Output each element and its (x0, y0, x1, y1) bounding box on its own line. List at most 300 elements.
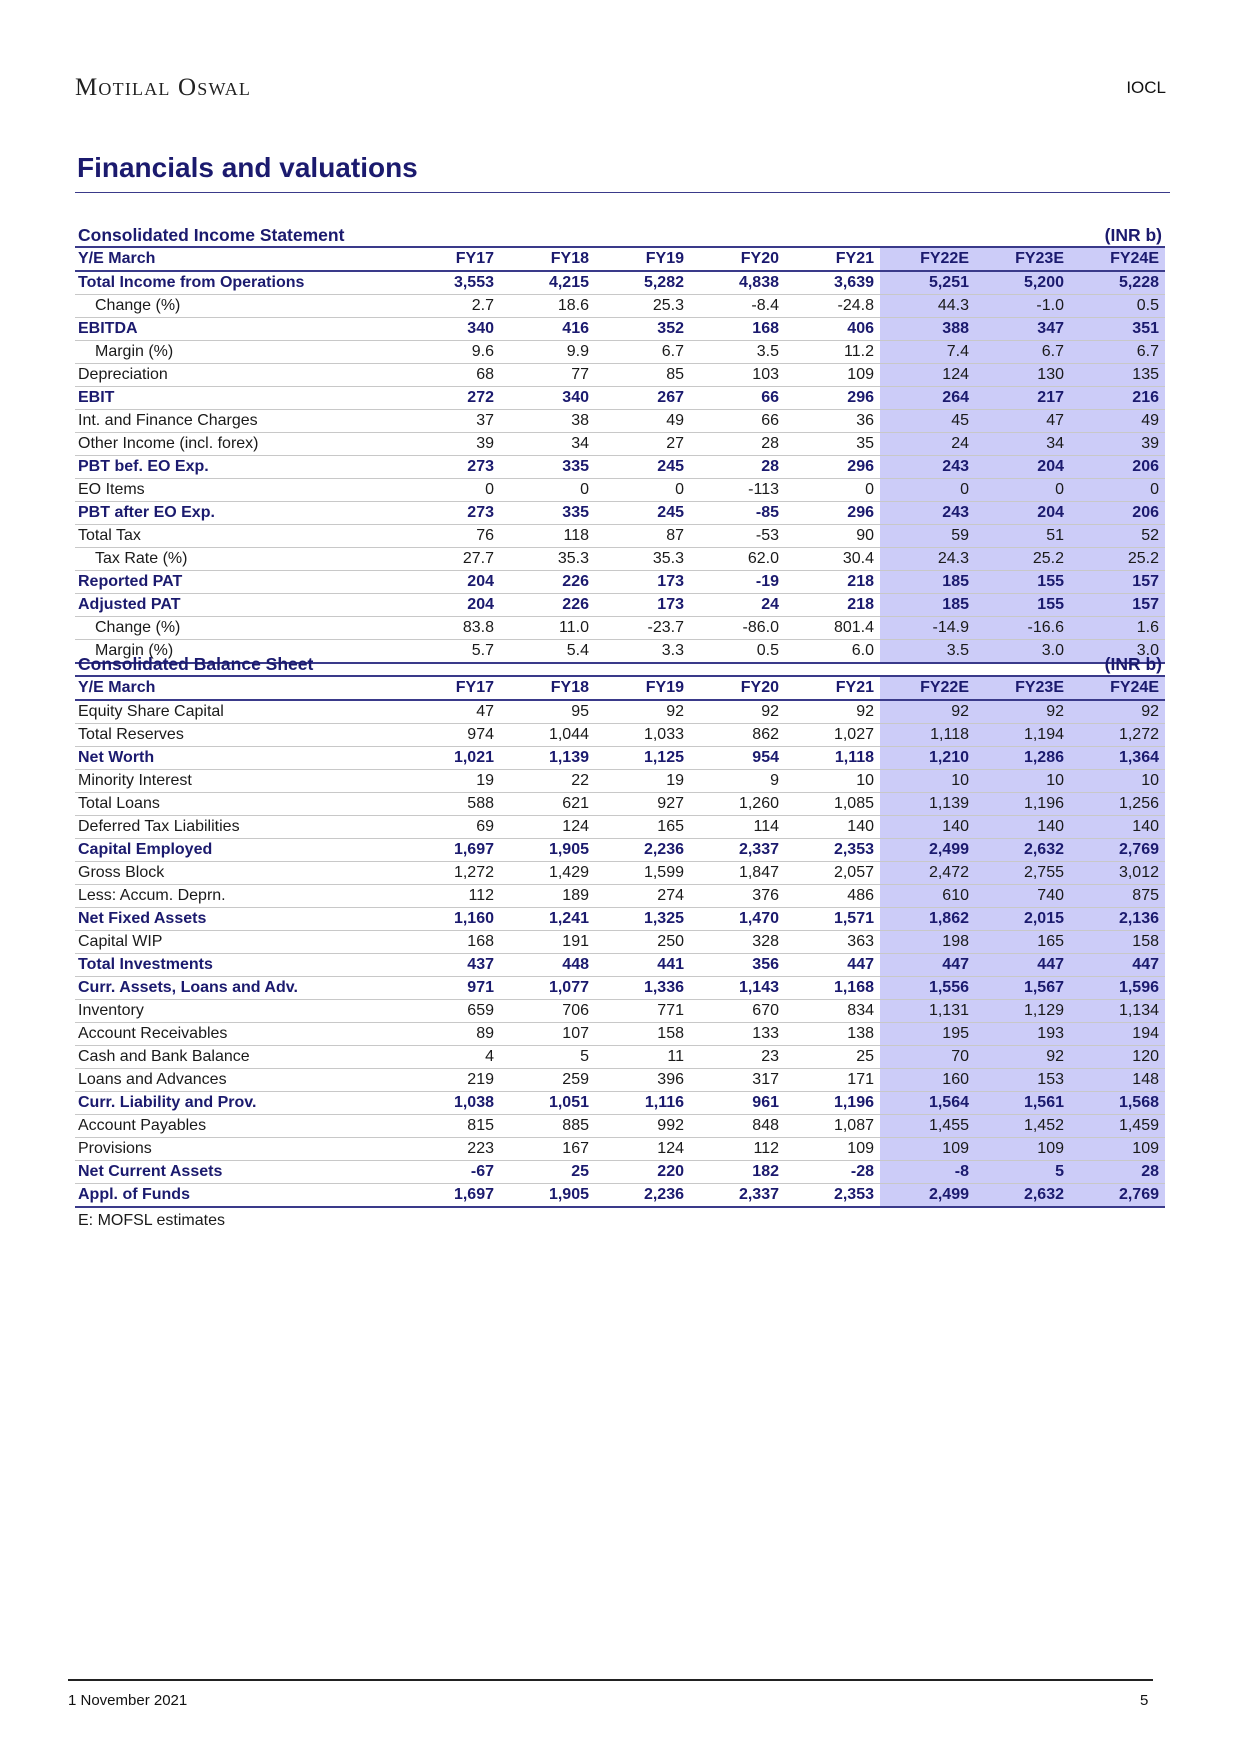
estimate-cell: 59 (880, 525, 975, 548)
estimate-cell: 140 (880, 816, 975, 839)
row-label: Total Tax (75, 525, 405, 548)
estimate-cell: 2,015 (975, 908, 1070, 931)
value-cell: 376 (690, 885, 785, 908)
value-cell: -53 (690, 525, 785, 548)
value-cell: 4,838 (690, 271, 785, 295)
row-label: Inventory (75, 1000, 405, 1023)
column-header: Y/E March (78, 250, 156, 267)
value-cell: 771 (595, 1000, 690, 1023)
row-label: Net Fixed Assets (75, 908, 405, 931)
table-row (75, 456, 1165, 479)
value-cell: 62.0 (690, 548, 785, 571)
value-cell: 659 (405, 1000, 500, 1023)
income-statement-heading (75, 222, 1165, 246)
estimate-cell: 1,118 (880, 724, 975, 747)
estimate-cell: 52 (1070, 525, 1165, 548)
estimate-cell: -8 (880, 1161, 975, 1184)
row-label: Minority Interest (75, 770, 405, 793)
estimate-cell: 49 (1070, 410, 1165, 433)
value-cell: 352 (595, 318, 690, 341)
value-cell: 85 (595, 364, 690, 387)
estimate-cell: 160 (880, 1069, 975, 1092)
brand-logo: Motilal Oswal (75, 74, 252, 101)
value-cell: 4,215 (500, 271, 595, 295)
estimate-cell: 185 (880, 594, 975, 617)
table-header-row (75, 247, 1165, 271)
value-cell: 39 (405, 433, 500, 456)
table-row (75, 977, 1165, 1000)
company-ticker: IOCL (1126, 78, 1166, 97)
table-row (75, 1184, 1165, 1208)
column-header: FY18 (550, 250, 589, 267)
value-cell: 1,033 (595, 724, 690, 747)
row-label: Net Current Assets (75, 1161, 405, 1184)
estimate-cell: 155 (975, 594, 1070, 617)
estimate-cell: 740 (975, 885, 1070, 908)
row-label: Provisions (75, 1138, 405, 1161)
value-cell: 588 (405, 793, 500, 816)
value-cell: 250 (595, 931, 690, 954)
row-label: Deferred Tax Liabilities (75, 816, 405, 839)
value-cell: 3.5 (690, 341, 785, 364)
estimate-cell: 1,568 (1070, 1092, 1165, 1115)
estimate-cell: 1,194 (975, 724, 1070, 747)
value-cell: 92 (595, 700, 690, 724)
estimate-cell: 2,499 (880, 839, 975, 862)
value-cell: 961 (690, 1092, 785, 1115)
estimate-cell: 1,139 (880, 793, 975, 816)
value-cell: 25.3 (595, 295, 690, 318)
table-row (75, 271, 1165, 295)
value-cell: 296 (785, 456, 880, 479)
estimate-cell: 124 (880, 364, 975, 387)
row-label: Cash and Bank Balance (75, 1046, 405, 1069)
estimate-cell: 194 (1070, 1023, 1165, 1046)
value-cell: 1,087 (785, 1115, 880, 1138)
value-cell: 107 (500, 1023, 595, 1046)
value-cell: 0 (500, 479, 595, 502)
estimate-cell: 2,632 (975, 839, 1070, 862)
estimate-cell: 5,251 (880, 271, 975, 295)
balance-sheet-heading (75, 651, 1165, 675)
income-statement-section (75, 222, 1165, 664)
value-cell: 9 (690, 770, 785, 793)
estimate-cell: 217 (975, 387, 1070, 410)
estimate-cell: 1.6 (1070, 617, 1165, 640)
value-cell: 5.4 (500, 640, 595, 664)
value-cell: 226 (500, 594, 595, 617)
row-label: Tax Rate (%) (75, 548, 405, 571)
value-cell: 1,241 (500, 908, 595, 931)
column-header: FY19 (645, 250, 684, 267)
value-cell: 35 (785, 433, 880, 456)
estimate-cell: 34 (975, 433, 1070, 456)
estimate-cell: 3.0 (975, 640, 1070, 664)
value-cell: 1,118 (785, 747, 880, 770)
estimate-cell: -16.6 (975, 617, 1070, 640)
value-cell: 4 (405, 1046, 500, 1069)
value-cell: 2,337 (690, 1184, 785, 1208)
row-label: Change (%) (75, 295, 405, 318)
value-cell: 1,116 (595, 1092, 690, 1115)
value-cell: 5.7 (405, 640, 500, 664)
value-cell: 1,336 (595, 977, 690, 1000)
value-cell: -8.4 (690, 295, 785, 318)
value-cell: 118 (500, 525, 595, 548)
value-cell: 226 (500, 571, 595, 594)
estimate-cell: 447 (975, 954, 1070, 977)
value-cell: 340 (405, 318, 500, 341)
table-row (75, 318, 1165, 341)
value-cell: 1,571 (785, 908, 880, 931)
value-cell: 296 (785, 387, 880, 410)
value-cell: -23.7 (595, 617, 690, 640)
value-cell: 416 (500, 318, 595, 341)
row-label: Total Investments (75, 954, 405, 977)
estimate-cell: 5,228 (1070, 271, 1165, 295)
value-cell: 328 (690, 931, 785, 954)
row-label: Int. and Finance Charges (75, 410, 405, 433)
value-cell: -113 (690, 479, 785, 502)
column-header: FY21 (835, 679, 874, 696)
estimate-cell: 2,632 (975, 1184, 1070, 1208)
estimate-cell: 610 (880, 885, 975, 908)
value-cell: 396 (595, 1069, 690, 1092)
row-label: Account Receivables (75, 1023, 405, 1046)
estimate-cell: 158 (1070, 931, 1165, 954)
value-cell: 77 (500, 364, 595, 387)
estimate-cell: 45 (880, 410, 975, 433)
value-cell: -67 (405, 1161, 500, 1184)
estimate-cell: 1,567 (975, 977, 1070, 1000)
column-header: FY20 (740, 679, 779, 696)
value-cell: 25 (500, 1161, 595, 1184)
row-label: Margin (%) (75, 341, 405, 364)
value-cell: 2,057 (785, 862, 880, 885)
estimate-cell: 2,769 (1070, 1184, 1165, 1208)
column-header: FY17 (455, 250, 494, 267)
value-cell: 24 (690, 594, 785, 617)
estimate-cell: 206 (1070, 456, 1165, 479)
value-cell: 49 (595, 410, 690, 433)
value-cell: 6.0 (785, 640, 880, 664)
table-row (75, 1115, 1165, 1138)
value-cell: 1,697 (405, 1184, 500, 1208)
row-label: EBIT (75, 387, 405, 410)
estimate-cell: 165 (975, 931, 1070, 954)
estimate-cell: 1,455 (880, 1115, 975, 1138)
estimate-cell: 193 (975, 1023, 1070, 1046)
table-row (75, 954, 1165, 977)
value-cell: 204 (405, 571, 500, 594)
page-title: Financials and valuations (77, 152, 418, 183)
value-cell: 168 (690, 318, 785, 341)
value-cell: 89 (405, 1023, 500, 1046)
value-cell: 27.7 (405, 548, 500, 571)
estimate-cell: 92 (1070, 700, 1165, 724)
estimate-cell: 1,131 (880, 1000, 975, 1023)
income-statement-unit: (INR b) (1104, 225, 1162, 245)
estimate-cell: 92 (880, 700, 975, 724)
estimate-cell: 5,200 (975, 271, 1070, 295)
estimate-cell: -1.0 (975, 295, 1070, 318)
value-cell: 124 (500, 816, 595, 839)
value-cell: 28 (690, 456, 785, 479)
estimate-cell: 39 (1070, 433, 1165, 456)
estimate-cell: 10 (880, 770, 975, 793)
value-cell: -19 (690, 571, 785, 594)
value-cell: 1,847 (690, 862, 785, 885)
estimate-cell: 1,561 (975, 1092, 1070, 1115)
value-cell: 124 (595, 1138, 690, 1161)
value-cell: 66 (690, 410, 785, 433)
row-label: EO Items (75, 479, 405, 502)
row-label: EBITDA (75, 318, 405, 341)
value-cell: 801.4 (785, 617, 880, 640)
row-label: Account Payables (75, 1115, 405, 1138)
value-cell: -28 (785, 1161, 880, 1184)
table-row (75, 594, 1165, 617)
value-cell: 1,272 (405, 862, 500, 885)
value-cell: 30.4 (785, 548, 880, 571)
estimate-cell: 140 (1070, 816, 1165, 839)
value-cell: 38 (500, 410, 595, 433)
row-label: Net Worth (75, 747, 405, 770)
title-divider (75, 192, 1170, 193)
estimate-cell: 5 (975, 1161, 1070, 1184)
estimate-cell: 130 (975, 364, 1070, 387)
row-label: Adjusted PAT (75, 594, 405, 617)
estimate-cell: 92 (975, 1046, 1070, 1069)
value-cell: 2,236 (595, 839, 690, 862)
estimate-cell: 2,769 (1070, 839, 1165, 862)
estimate-cell: 264 (880, 387, 975, 410)
value-cell: 109 (785, 364, 880, 387)
value-cell: 18.6 (500, 295, 595, 318)
value-cell: 11.2 (785, 341, 880, 364)
estimate-cell: 0 (975, 479, 1070, 502)
estimate-cell: 7.4 (880, 341, 975, 364)
value-cell: 37 (405, 410, 500, 433)
value-cell: 0 (595, 479, 690, 502)
estimate-cell: 3.5 (880, 640, 975, 664)
income-statement-title: Consolidated Income Statement (78, 225, 345, 245)
estimate-cell: 1,862 (880, 908, 975, 931)
table-row (75, 908, 1165, 931)
row-label: Capital WIP (75, 931, 405, 954)
estimate-cell: 155 (975, 571, 1070, 594)
row-label: Total Reserves (75, 724, 405, 747)
estimate-cell: 51 (975, 525, 1070, 548)
value-cell: 112 (405, 885, 500, 908)
estimate-cell: 1,459 (1070, 1115, 1165, 1138)
value-cell: -24.8 (785, 295, 880, 318)
value-cell: 1,260 (690, 793, 785, 816)
estimate-cell: 109 (975, 1138, 1070, 1161)
estimate-cell: 153 (975, 1069, 1070, 1092)
estimate-cell: 6.7 (975, 341, 1070, 364)
estimate-cell: 140 (975, 816, 1070, 839)
value-cell: 22 (500, 770, 595, 793)
value-cell: 0.5 (690, 640, 785, 664)
value-cell: 220 (595, 1161, 690, 1184)
value-cell: -85 (690, 502, 785, 525)
row-label: Other Income (incl. forex) (75, 433, 405, 456)
value-cell: 437 (405, 954, 500, 977)
estimate-cell: 25.2 (1070, 548, 1165, 571)
value-cell: 621 (500, 793, 595, 816)
estimate-cell: 1,556 (880, 977, 975, 1000)
value-cell: 340 (500, 387, 595, 410)
table-row (75, 364, 1165, 387)
row-label: Loans and Advances (75, 1069, 405, 1092)
estimate-cell: 447 (1070, 954, 1165, 977)
value-cell: 27 (595, 433, 690, 456)
value-cell: 11.0 (500, 617, 595, 640)
value-cell: 1,051 (500, 1092, 595, 1115)
estimate-cell: 135 (1070, 364, 1165, 387)
value-cell: 28 (690, 433, 785, 456)
row-label: Gross Block (75, 862, 405, 885)
row-label: PBT after EO Exp. (75, 502, 405, 525)
value-cell: 223 (405, 1138, 500, 1161)
footer-divider (68, 1679, 1153, 1681)
value-cell: 448 (500, 954, 595, 977)
value-cell: 3,639 (785, 271, 880, 295)
value-cell: 954 (690, 747, 785, 770)
column-header: Y/E March (78, 679, 156, 696)
value-cell: 9.9 (500, 341, 595, 364)
column-header-estimate: FY22E (880, 676, 975, 700)
estimate-cell: 120 (1070, 1046, 1165, 1069)
table-header-row (75, 676, 1165, 700)
value-cell: 35.3 (595, 548, 690, 571)
table-row (75, 548, 1165, 571)
value-cell: 1,160 (405, 908, 500, 931)
estimate-cell: 0 (1070, 479, 1165, 502)
table-row (75, 1046, 1165, 1069)
table-row (75, 1092, 1165, 1115)
table-row (75, 1161, 1165, 1184)
value-cell: 848 (690, 1115, 785, 1138)
table-row (75, 700, 1165, 724)
estimate-cell: 157 (1070, 571, 1165, 594)
value-cell: 103 (690, 364, 785, 387)
footer-date: 1 November 2021 (68, 1692, 188, 1709)
estimate-cell: 70 (880, 1046, 975, 1069)
column-header: FY20 (740, 250, 779, 267)
estimate-cell: 388 (880, 318, 975, 341)
estimate-cell: 47 (975, 410, 1070, 433)
value-cell: 992 (595, 1115, 690, 1138)
estimate-cell: 157 (1070, 594, 1165, 617)
value-cell: 441 (595, 954, 690, 977)
estimate-cell: 6.7 (1070, 341, 1165, 364)
value-cell: 1,027 (785, 724, 880, 747)
table-row (75, 410, 1165, 433)
value-cell: 76 (405, 525, 500, 548)
estimate-cell: 216 (1070, 387, 1165, 410)
value-cell: 23 (690, 1046, 785, 1069)
value-cell: 1,143 (690, 977, 785, 1000)
estimate-cell: 92 (975, 700, 1070, 724)
value-cell: 83.8 (405, 617, 500, 640)
value-cell: 273 (405, 456, 500, 479)
estimate-cell: 10 (1070, 770, 1165, 793)
table-row (75, 1069, 1165, 1092)
value-cell: 90 (785, 525, 880, 548)
estimate-cell: 44.3 (880, 295, 975, 318)
value-cell: 272 (405, 387, 500, 410)
value-cell: 1,044 (500, 724, 595, 747)
value-cell: 69 (405, 816, 500, 839)
estimate-cell: 1,286 (975, 747, 1070, 770)
estimate-cell: 204 (975, 456, 1070, 479)
column-header-estimate: FY23E (975, 247, 1070, 271)
estimate-cell: 875 (1070, 885, 1165, 908)
table-row (75, 617, 1165, 640)
estimate-cell: 0.5 (1070, 295, 1165, 318)
estimate-cell: 24 (880, 433, 975, 456)
value-cell: 2,353 (785, 1184, 880, 1208)
table-row (75, 433, 1165, 456)
estimate-cell: 1,134 (1070, 1000, 1165, 1023)
value-cell: 66 (690, 387, 785, 410)
value-cell: 10 (785, 770, 880, 793)
value-cell: 68 (405, 364, 500, 387)
value-cell: 1,021 (405, 747, 500, 770)
estimate-cell: 195 (880, 1023, 975, 1046)
value-cell: 133 (690, 1023, 785, 1046)
value-cell: 974 (405, 724, 500, 747)
estimate-cell: -14.9 (880, 617, 975, 640)
row-label: Margin (%) (75, 640, 405, 664)
estimate-cell: 0 (880, 479, 975, 502)
value-cell: 35.3 (500, 548, 595, 571)
value-cell: 1,697 (405, 839, 500, 862)
row-label: Appl. of Funds (75, 1184, 405, 1208)
estimate-cell: 1,196 (975, 793, 1070, 816)
estimate-cell: 1,210 (880, 747, 975, 770)
estimate-cell: 2,136 (1070, 908, 1165, 931)
value-cell: 885 (500, 1115, 595, 1138)
value-cell: 971 (405, 977, 500, 1000)
value-cell: 834 (785, 1000, 880, 1023)
table-row (75, 479, 1165, 502)
value-cell: 335 (500, 456, 595, 479)
estimate-cell: 1,364 (1070, 747, 1165, 770)
value-cell: 171 (785, 1069, 880, 1092)
table-row (75, 816, 1165, 839)
value-cell: 173 (595, 571, 690, 594)
table-row (75, 341, 1165, 364)
estimate-cell: 185 (880, 571, 975, 594)
value-cell: 9.6 (405, 341, 500, 364)
table-row (75, 1023, 1165, 1046)
value-cell: 140 (785, 816, 880, 839)
estimate-cell: 351 (1070, 318, 1165, 341)
table-row (75, 525, 1165, 548)
table-row (75, 387, 1165, 410)
value-cell: -86.0 (690, 617, 785, 640)
value-cell: 3.3 (595, 640, 690, 664)
balance-sheet-title: Consolidated Balance Sheet (78, 654, 314, 674)
value-cell: 165 (595, 816, 690, 839)
value-cell: 1,325 (595, 908, 690, 931)
estimate-cell: 109 (1070, 1138, 1165, 1161)
table-row (75, 295, 1165, 318)
estimate-cell: 243 (880, 502, 975, 525)
